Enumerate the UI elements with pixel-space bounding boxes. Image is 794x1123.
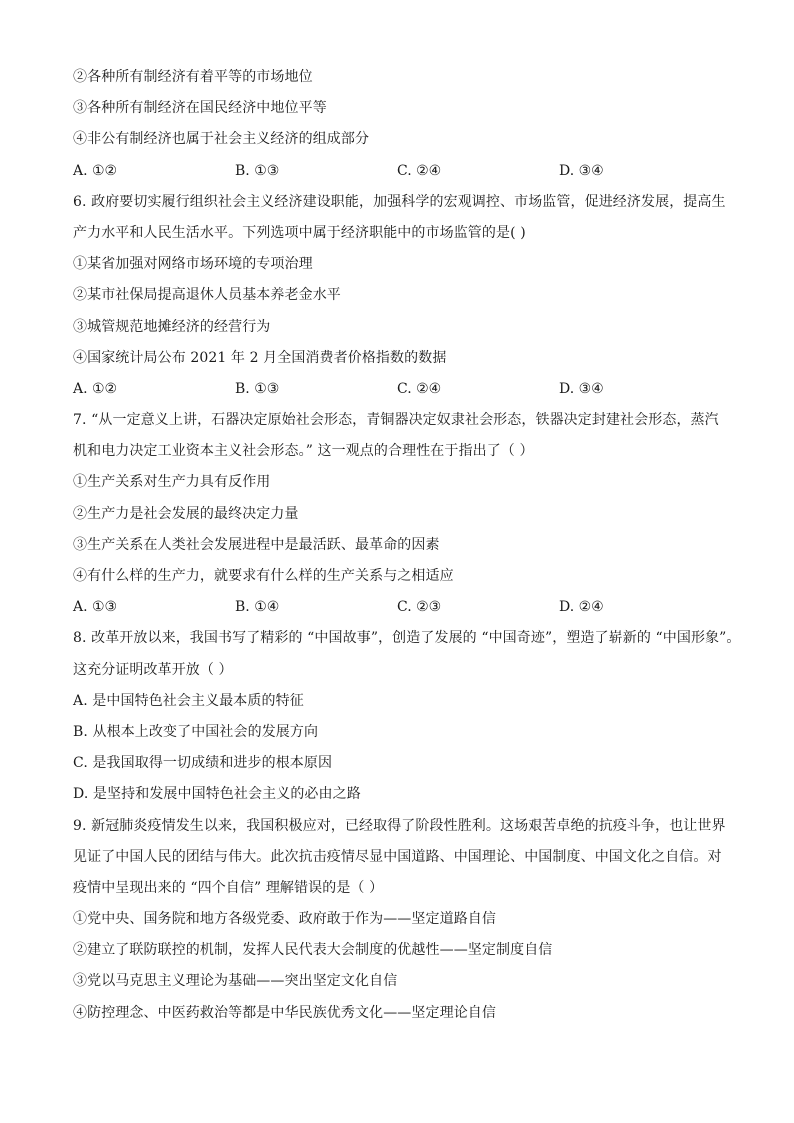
q9-item-1: ①党中央、国务院和地方各级党委、政府敢于作为——坚定道路自信	[73, 911, 496, 928]
q9-stem-line-3: 疫情中呈现出来的 “四个自信” 理解错误的是（ ）	[73, 879, 384, 896]
question-8	[73, 623, 741, 810]
q5-choice-a: A. ①②	[73, 162, 118, 179]
q9-item-3: ③党以马克思主义理论为基础——突出坚定文化自信	[73, 973, 398, 990]
q5-item-2: ②各种所有制经济有着平等的市场地位	[73, 69, 313, 85]
question-6	[73, 187, 733, 405]
q5-choice-c: C. ②④	[397, 162, 442, 179]
q6-item-2: ②某市社保局提高退休人员基本养老金水平	[73, 287, 341, 304]
q8-stem-line-1: 8. 改革开放以来，我国书写了精彩的 “中国故事”，创造了发展的 “中国奇迹”，塑造了崭新的 “中国形象”。	[73, 630, 741, 647]
q7-stem-line-2: 机和电力决定工业资本主义社会形态。” 这一观点的合理性在于指出了（ ）	[73, 443, 534, 460]
q7-choice-b: B. ①④	[235, 599, 280, 616]
q9-stem-line-1: 9. 新冠肺炎疫情发生以来，我国积极应对，已经取得了阶段性胜利。这场艰苦卓绝的抗疫斗争，也让世界	[73, 817, 726, 834]
q7-choices	[73, 592, 733, 623]
q6-choice-b: B. ①③	[235, 380, 280, 397]
q6-choice-c: C. ②④	[397, 380, 442, 397]
q8-option-c: C. 是我国取得一切成绩和进步的根本原因	[73, 755, 333, 772]
q6-choice-d: D. ③④	[559, 380, 604, 397]
q5-choice-b: B. ①③	[235, 162, 280, 179]
q9-item-4: ④防控理念、中医药救治等都是中华民族优秀文化——坚定理论自信	[73, 1004, 496, 1021]
q8-option-b: B. 从根本上改变了中国社会的发展方向	[73, 723, 319, 740]
q7-stem-line-1: 7. “从一定意义上讲，石器决定原始社会形态，青铜器决定奴隶社会形态，铁器决定封建社会形态，蒸汽	[73, 412, 719, 429]
q7-choice-c: C. ②③	[397, 599, 442, 616]
q7-item-1: ①生产关系对生产力具有反作用	[73, 474, 271, 491]
q5-choices	[73, 156, 733, 187]
question-9	[73, 811, 733, 1029]
q7-item-2: ②生产力是社会发展的最终决定力量	[73, 505, 299, 522]
q8-option-d: D. 是坚持和发展中国特色社会主义的必由之路	[73, 786, 361, 803]
q5-item-4: ④非公有制经济也属于社会主义经济的组成部分	[73, 131, 370, 148]
q6-choices	[73, 374, 733, 405]
q7-choice-a: A. ①③	[73, 599, 118, 616]
q9-item-2: ②建立了联防联控的机制，发挥人民代表大会制度的优越性——坚定制度自信	[73, 942, 553, 959]
q7-item-3: ③生产关系在人类社会发展进程中是最活跃、最革命的因素	[73, 536, 440, 553]
q8-option-a: A. 是中国特色社会主义最本质的特征	[73, 692, 304, 709]
q6-item-3: ③城管规范地摊经济的经营行为	[73, 318, 271, 335]
exam-page	[73, 62, 741, 1029]
q5-choice-d: D. ③④	[559, 162, 604, 179]
q6-item-1: ①某省加强对网络市场环境的专项治理	[73, 256, 313, 273]
q7-item-4: ④有什么样的生产力，就要求有什么样的生产关系与之相适应	[73, 568, 454, 584]
q6-item-4: ④国家统计局公布 2021 年 2 月全国消费者价格指数的数据	[73, 349, 447, 366]
q6-choice-a: A. ①②	[73, 380, 118, 397]
q7-choice-d: D. ②④	[559, 599, 604, 616]
q5-item-3: ③各种所有制经济在国民经济中地位平等	[73, 100, 327, 117]
question-5	[73, 62, 733, 187]
q8-stem-line-2: 这充分证明改革开放（ ）	[73, 661, 233, 678]
q6-stem-line-2: 产力水平和人民生活水平。下列选项中属于经济职能中的市场监管的是( )	[73, 224, 526, 241]
q9-stem-line-2: 见证了中国人民的团结与伟大。此次抗击疫情尽显中国道路、中国理论、中国制度、中国文化之自信。对	[73, 848, 722, 865]
q6-stem-line-1: 6. 政府要切实履行组织社会主义经济建设职能，加强科学的宏观调控、市场监管，促进经济发展，提高生	[73, 193, 726, 210]
question-7	[73, 405, 733, 623]
